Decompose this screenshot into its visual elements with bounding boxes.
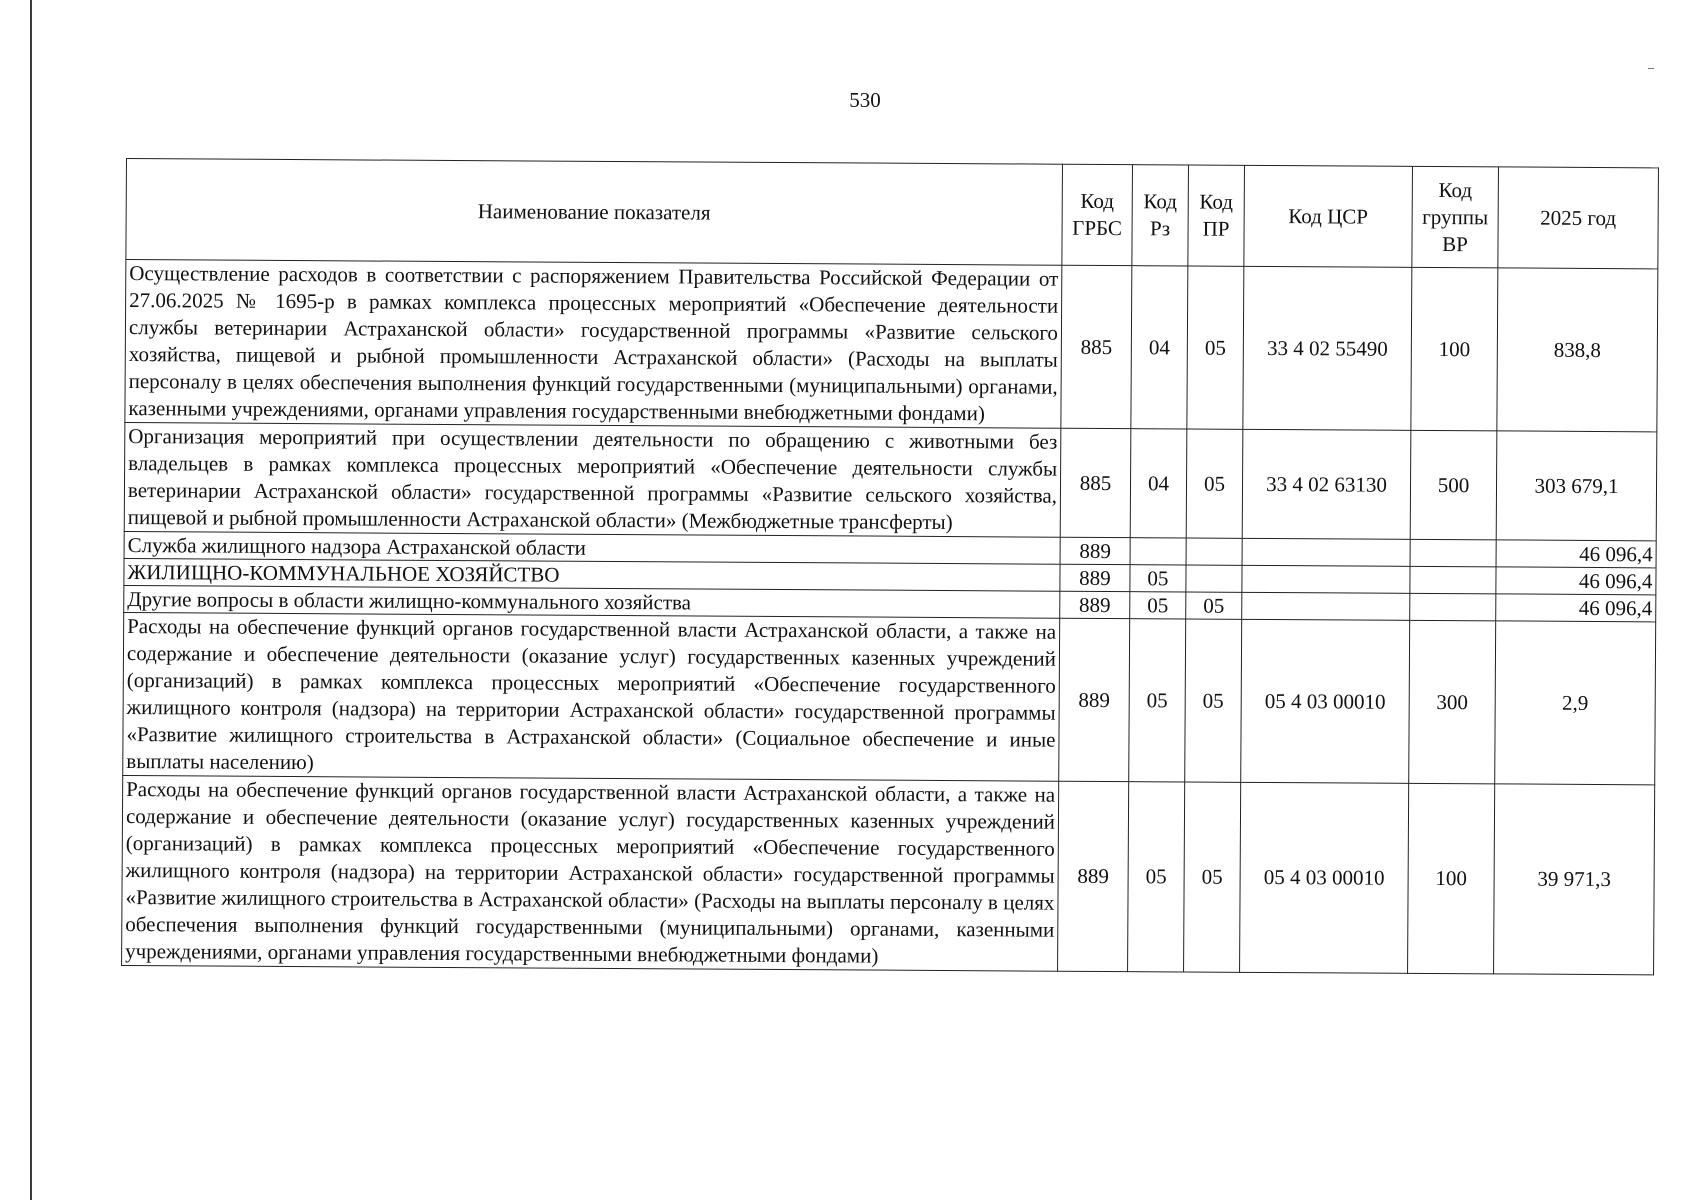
scan-artifact	[1648, 68, 1654, 69]
row-vr	[1410, 593, 1496, 621]
budget-table	[121, 158, 1659, 975]
row-rz: 05	[1129, 619, 1186, 782]
row-amount: 46 096,4	[1496, 540, 1656, 568]
header-year: 2025 год	[1498, 167, 1659, 269]
row-grbs: 889	[1060, 591, 1130, 618]
row-rz: 05	[1128, 782, 1185, 972]
row-pr	[1186, 538, 1242, 565]
row-vr: 100	[1408, 783, 1495, 974]
row-rz: 05	[1130, 565, 1186, 592]
row-vr	[1410, 566, 1496, 594]
row-name: Расходы на обеспечение функций органов государственной власти Астраханской области, а также на содержание и обеспечение деятельности (оказание услуг) государственных казенных учреждений (организаций) в рамках комплекса процессных мероприятий «Обеспечение государственного жилищного контроля (надзора) на территории Астраханской области» государственной программы «Развитие жилищного строительства в Астраханской области» (Социальное обеспечение и иные выплаты населению)	[123, 612, 1060, 781]
row-rz	[1130, 538, 1186, 565]
row-pr: 05	[1186, 429, 1243, 538]
row-vr: 300	[1409, 620, 1496, 784]
row-amount: 46 096,4	[1496, 594, 1656, 622]
table-row	[124, 422, 1657, 540]
row-pr: 05	[1186, 592, 1242, 619]
row-name: Расходы на обеспечение функций органов государственной власти Астраханской области, а также на содержание и обеспечение деятельности (оказание услуг) государственных казенных учреждений (организаций) в рамках комплекса процессных мероприятий «Обеспечение государственного жилищного контроля (надзора) на территории Астраханской области» государственной программы «Развитие жилищного строительства в Астраханской области» (Расходы на выплаты персоналу в целях обеспечения выполнения функций государственными (муниципальными) органами, казенными учреждениями, органами управления государственными внебюджетными фондами)	[122, 775, 1059, 971]
row-name: ЖИЛИЩНО-КОММУНАЛЬНОЕ ХОЗЯЙСТВО	[124, 558, 1060, 591]
row-name: Осуществление расходов в соответствии с распоряжением Правительства Российской Федерации от 27.06.2025 № 1695-р в рамках комплекса процессных мероприятий «Обеспечение деятельности службы ветеринарии Астраханской области» государственной программы «Развитие сельского хозяйства, пищевой и рыбной промышленности Астраханской области» (Расходы на выплаты персоналу в целях обеспечения выполнения функций государственными (муниципальными) органами, казенными учреждениями, органами управления государственными внебюджетными фондами)	[125, 260, 1062, 429]
header-grbs: Код ГРБС	[1062, 164, 1133, 265]
row-rz: 04	[1131, 266, 1188, 429]
table-row	[125, 260, 1658, 432]
header-csr: Код ЦСР	[1244, 165, 1413, 267]
row-name: Организация мероприятий при осуществлении деятельности по обращению с животными без владельцев в рамках комплекса процессных мероприятий «Обеспечение деятельности службы ветеринарии Астраханской области» государственной программы «Развитие сельского хозяйства, пищевой и рыбной промышленности Астраханской области» (Межбюджетные трансферты)	[124, 422, 1061, 537]
table-row	[122, 775, 1655, 974]
row-grbs: 885	[1060, 428, 1131, 537]
row-rz: 04	[1130, 429, 1187, 538]
row-grbs: 889	[1058, 781, 1129, 971]
header-vr: Код группы ВР	[1412, 166, 1499, 268]
row-csr	[1242, 538, 1410, 566]
row-vr	[1410, 539, 1496, 567]
row-pr: 05	[1185, 619, 1242, 782]
row-amount: 39 971,3	[1494, 784, 1655, 975]
row-csr	[1242, 592, 1410, 620]
row-csr: 05 4 03 00010	[1240, 782, 1409, 973]
row-amount: 303 679,1	[1496, 431, 1657, 541]
row-pr: 05	[1187, 266, 1244, 429]
row-amount: 46 096,4	[1496, 567, 1656, 595]
row-grbs: 889	[1060, 564, 1130, 591]
row-name: Другие вопросы в области жилищно-коммунального хозяйства	[124, 585, 1060, 618]
row-name: Служба жилищного надзора Астраханской области	[124, 531, 1060, 564]
header-pr: Код ПР	[1188, 165, 1245, 266]
row-amount: 838,8	[1497, 268, 1658, 432]
row-grbs: 889	[1060, 537, 1130, 564]
row-csr: 33 4 02 55490	[1243, 266, 1412, 430]
row-csr	[1242, 565, 1410, 593]
row-csr: 05 4 03 00010	[1241, 619, 1410, 783]
table-row	[123, 612, 1656, 784]
header-rz: Код Рз	[1132, 165, 1189, 266]
header-name: Наименование показателя	[126, 159, 1063, 266]
row-vr: 100	[1411, 267, 1498, 431]
scan-edge-line	[30, 0, 32, 1200]
row-rz: 05	[1130, 592, 1186, 619]
row-pr	[1186, 565, 1242, 592]
row-grbs: 885	[1061, 265, 1132, 428]
page-number: 530	[849, 88, 881, 112]
row-amount: 2,9	[1495, 621, 1656, 785]
row-grbs: 889	[1059, 618, 1130, 781]
row-csr: 33 4 02 63130	[1242, 429, 1411, 539]
table-header-row	[126, 159, 1659, 269]
row-pr: 05	[1184, 782, 1241, 972]
row-vr: 500	[1410, 430, 1497, 540]
